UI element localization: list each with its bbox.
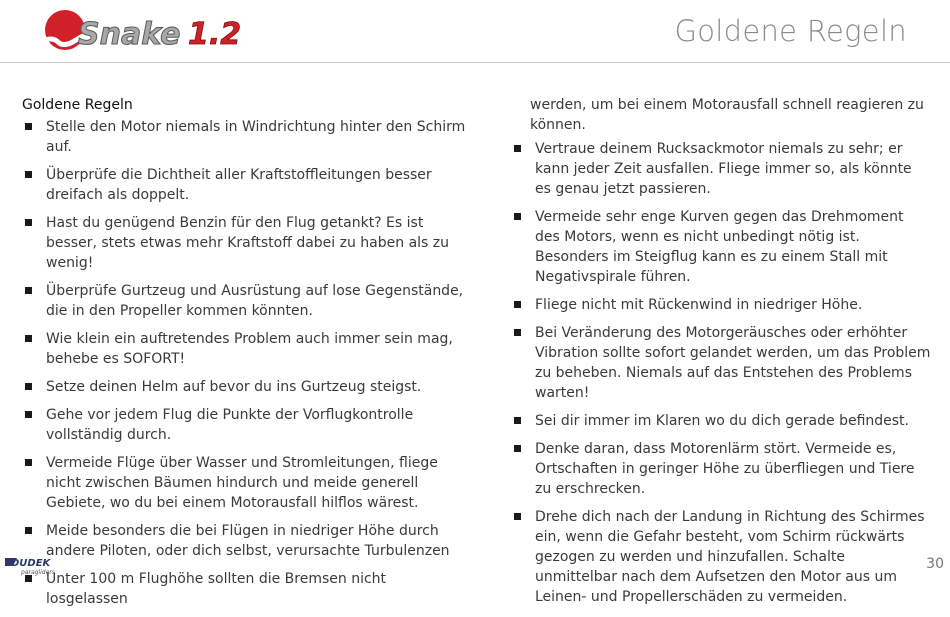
- list-item: Vermeide sehr enge Kurven gegen das Drehmoment des Motors, wenn es nicht unbedingt nötig ist. Besonders im Steigflug kann es zu einem Stall mit Negativspirale führen.: [511, 207, 931, 287]
- dudek-logo: [3, 556, 69, 576]
- svg-text:1.2: 1.2: [188, 17, 242, 52]
- list-item: Hast du genügend Benzin für den Flug getankt? Es ist besser, stets etwas mehr Kraftstoff dabei zu haben als zu wenig!: [22, 213, 467, 273]
- page-title: Goldene Regeln: [674, 14, 907, 48]
- bullet-icon: [25, 411, 32, 418]
- list-item: Wie klein ein auftretendes Problem auch immer sein mag, behebe es SOFORT!: [22, 329, 467, 369]
- list-item: Meide besonders die bei Flügen in niedriger Höhe durch andere Piloten, oder dich selbst, verursachte Turbulenzen: [22, 521, 467, 561]
- bullet-icon: [514, 513, 521, 520]
- section-heading: Goldene Regeln: [22, 97, 133, 113]
- list-item: Vertraue deinem Rucksackmotor niemals zu sehr; er kann jeder Zeit ausfallen. Fliege immer so, als könnte es genau jetzt passieren.: [511, 139, 931, 199]
- bullet-icon: [514, 301, 521, 308]
- bullet-icon: [514, 329, 521, 336]
- rules-list-left: [22, 117, 467, 609]
- brand-text: DUDEK: [11, 558, 51, 569]
- list-item: Bei Veränderung des Motorgeräusches oder erhöhter Vibration sollte sofort gelandet werden, um das Problem zu beheben. Niemals auf das Entstehen des Problems warten!: [511, 323, 931, 403]
- list-item: Gehe vor jedem Flug die Punkte der Vorflugkontrolle vollständig durch.: [22, 405, 467, 445]
- list-item: Setze deinen Helm auf bevor du ins Gurtzeug steigst.: [22, 377, 467, 397]
- bullet-icon: [25, 575, 32, 582]
- rules-list-right: [511, 139, 931, 607]
- bullet-icon: [25, 383, 32, 390]
- list-item: Fliege nicht mit Rückenwind in niedriger Höhe.: [511, 295, 931, 315]
- list-item: Vermeide Flüge über Wasser und Stromleitungen, fliege nicht zwischen Bäumen hindurch und meide generell Gebiete, wo du bei einem Motorausfall hilflos wärest.: [22, 453, 467, 513]
- list-item: Drehe dich nach der Landung in Richtung des Schirmes ein, wenn die Gefahr besteht, vom Schirm rückwärts gezogen zu werden und hinzufallen. Schalte unmittelbar nach dem Aufsetzen den Motor aus um Leinen- und Propellerschäden zu vermeiden.: [511, 507, 931, 607]
- list-item: Überprüfe die Dichtheit aller Kraftstoffleitungen besser dreifach als doppelt.: [22, 165, 467, 205]
- bullet-icon: [514, 445, 521, 452]
- left-column: [22, 95, 467, 617]
- logo-text: Snake: [78, 17, 181, 52]
- snake-logo: [38, 6, 252, 58]
- bullet-icon: [25, 171, 32, 178]
- page-number: 30: [926, 556, 944, 572]
- bullet-icon: [25, 219, 32, 226]
- list-item: Unter 100 m Flughöhe sollten die Bremsen nicht losgelassen: [22, 569, 467, 609]
- bullet-icon: [514, 145, 521, 152]
- right-column: [511, 95, 931, 615]
- list-item: Sei dir immer im Klaren wo du dich gerade befindest.: [511, 411, 931, 431]
- bullet-icon: [25, 527, 32, 534]
- bullet-icon: [514, 213, 521, 220]
- bullet-icon: [25, 123, 32, 130]
- bullet-icon: [514, 417, 521, 424]
- list-item: Stelle den Motor niemals in Windrichtung hinter den Schirm auf.: [22, 117, 467, 157]
- continuation-text: werden, um bei einem Motorausfall schnell reagieren zu können.: [530, 97, 924, 133]
- bullet-icon: [25, 459, 32, 466]
- brand-sub-text: paragliders: [21, 569, 55, 576]
- bullet-icon: [25, 287, 32, 294]
- page-header: [0, 0, 950, 62]
- list-item: Denke daran, dass Motorenlärm stört. Vermeide es, Ortschaften in geringer Höhe zu überfliegen und Tiere zu erschrecken.: [511, 439, 931, 499]
- list-item: Überprüfe Gurtzeug und Ausrüstung auf lose Gegenstände, die in den Propeller kommen könnten.: [22, 281, 467, 321]
- bullet-icon: [25, 335, 32, 342]
- header-divider: [0, 62, 950, 63]
